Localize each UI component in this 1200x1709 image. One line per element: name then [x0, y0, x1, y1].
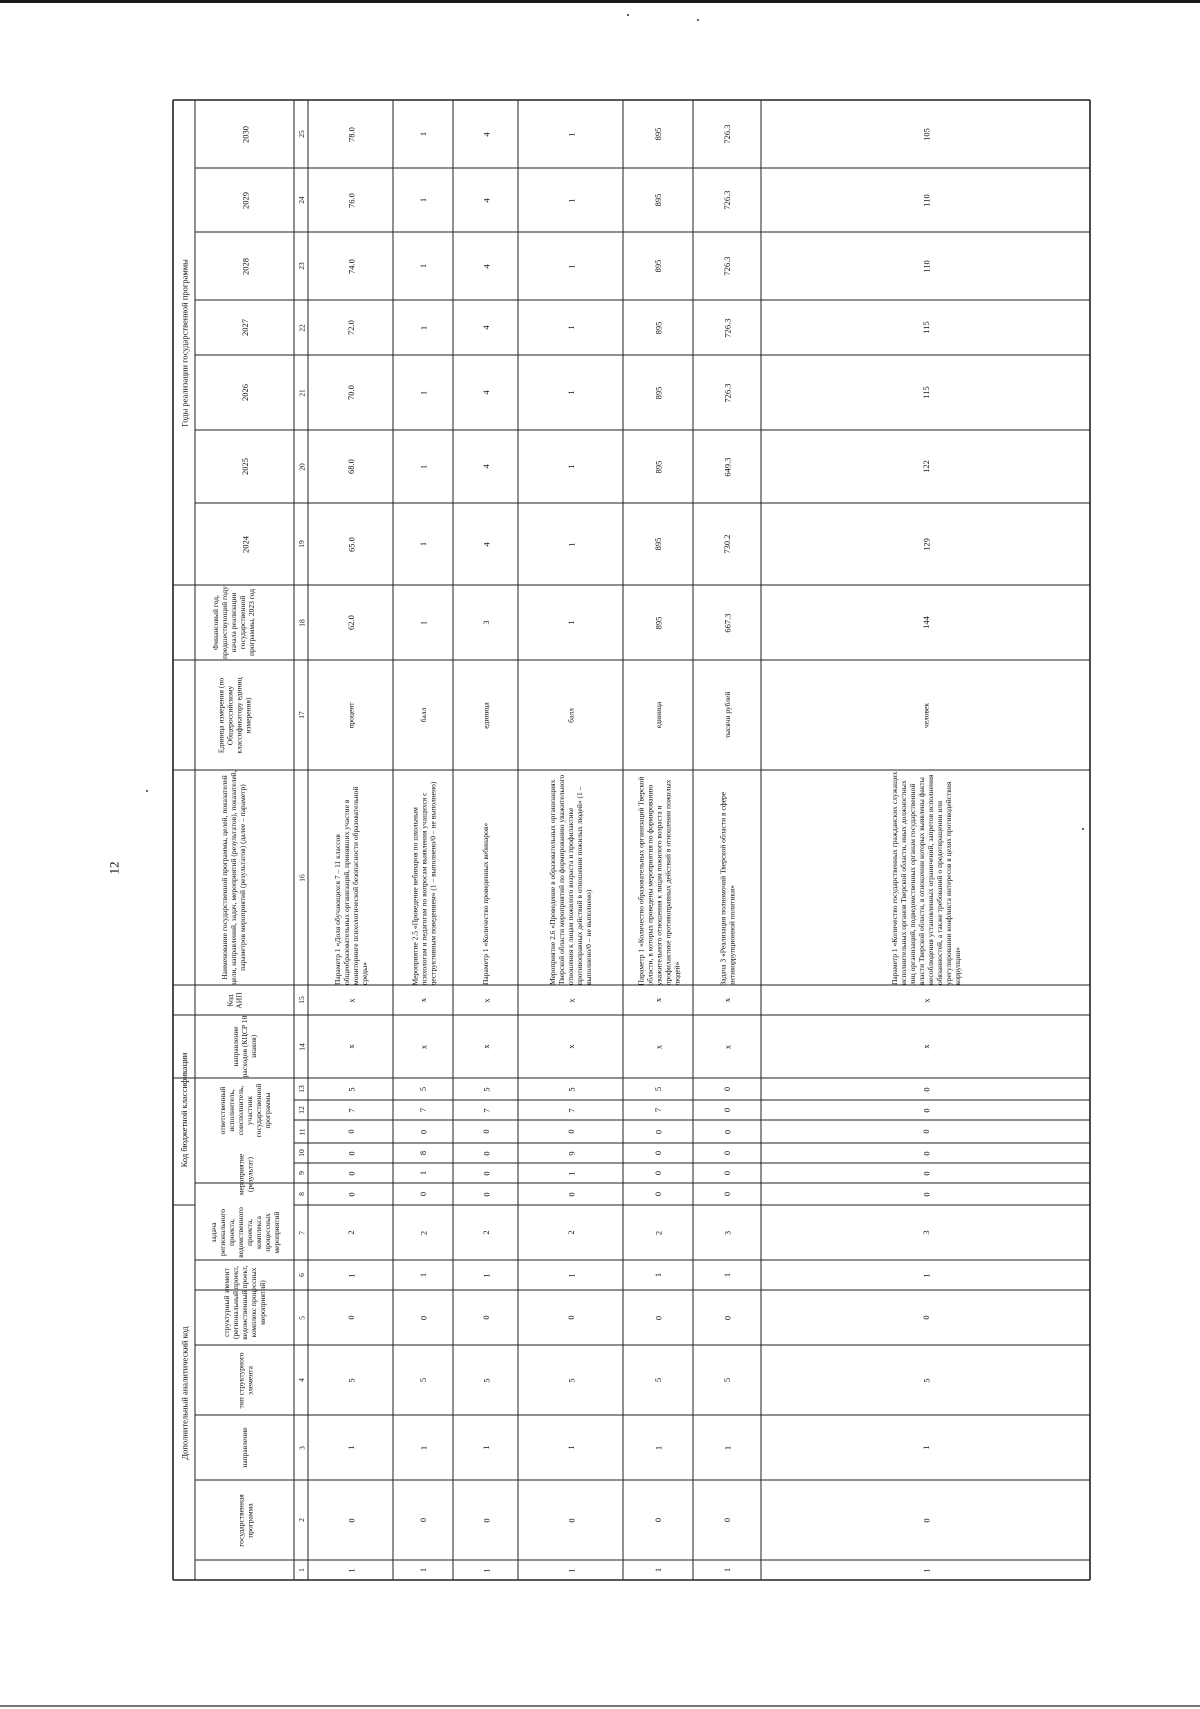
row-1-value-0: 1: [418, 620, 428, 625]
row-2-unit: единица: [481, 701, 490, 729]
row-6-code-13: 0: [920, 1086, 931, 1092]
column-number-19: 19: [296, 540, 306, 548]
column-number-18: 18: [296, 618, 306, 627]
row-1-value-4: 1: [418, 325, 428, 330]
row-2-value-1: 4: [480, 541, 491, 547]
row-2-code-1: 1: [480, 1567, 491, 1573]
row-5-code-15: x: [722, 997, 732, 1003]
row-3-code-5: 0: [565, 1315, 576, 1320]
row-0-code-7: 2: [345, 1230, 356, 1235]
row-3-code-11: 0: [565, 1129, 576, 1134]
row-1-code-13: 5: [418, 1086, 428, 1092]
row-6-code-2: 0: [920, 1517, 931, 1523]
column-number-22: 22: [296, 323, 306, 332]
row-0-value-4: 72.0: [345, 320, 356, 335]
row-5-name: Задача 3 «Реализация полномочий Тверской области в сфере антикоррупционной политики»: [718, 791, 736, 985]
row-1-value-3: 1: [418, 390, 428, 395]
row-0-code-4: 5: [345, 1377, 356, 1383]
row-1-value-6: 1: [418, 197, 428, 203]
row-4-code-7: 2: [653, 1230, 663, 1235]
row-0-value-5: 74.0: [345, 258, 356, 274]
row-0-code-3: 1: [345, 1445, 356, 1450]
row-3-code-14: x: [565, 1044, 576, 1049]
row-6-name: Параметр 1 «Количество государственных гражданских служащих исполнительных органов Тверской области, иных должностных лиц организаций, подведомственных органам государственной власти Тверской области, в отношении которых выявлены факты несоблюдения установленных ограничений, запретов исполнения обязанностей, а также требований о предотвращении или урегулировании конфликта интересов в целях противодействия коррупции»: [889, 771, 962, 985]
row-4-code-10: 0: [653, 1150, 663, 1156]
row-6-code-1: 1: [920, 1567, 931, 1573]
row-5-code-5: 0: [722, 1315, 732, 1320]
header-year-2030: 2030: [239, 125, 250, 143]
row-4-value-5: 895: [653, 259, 663, 273]
column-number-2: 2: [296, 1518, 306, 1522]
column-number-14: 14: [296, 1042, 306, 1051]
row-3-code-15: x: [565, 997, 576, 1003]
column-number-17: 17: [296, 711, 306, 719]
row-2-code-2: 0: [480, 1517, 491, 1523]
row-1-code-12: 7: [418, 1107, 428, 1113]
row-2-name: Параметр 1 «Количество проведенных вебинаров»: [481, 822, 490, 985]
row-5-value-1: 730.2: [722, 534, 732, 554]
row-3-code-6: 1: [565, 1272, 576, 1278]
row-3-value-3: 1: [565, 390, 576, 395]
row-1-code-11: 0: [418, 1129, 428, 1134]
row-2-value-7: 4: [480, 131, 491, 137]
column-number-6: 6: [296, 1273, 306, 1277]
row-6-value-7: 105: [920, 127, 931, 141]
header-sub-5: мероприятие (результат): [235, 1153, 254, 1195]
row-4-code-6: 1: [653, 1272, 663, 1278]
row-5-code-14: x: [722, 1044, 732, 1049]
row-3-value-4: 1: [565, 325, 576, 330]
row-0-value-6: 76.0: [345, 192, 356, 208]
row-6-value-3: 115: [920, 386, 931, 399]
row-2-value-0: 3: [480, 620, 491, 625]
row-5-code-2: 0: [722, 1517, 732, 1523]
header-budget-code: Код бюджетной классификации: [179, 1052, 189, 1168]
row-6-value-1: 129: [920, 537, 931, 551]
row-1-value-5: 1: [418, 263, 428, 269]
row-1-code-5: 0: [418, 1315, 428, 1320]
row-3-value-6: 1: [565, 197, 576, 203]
row-6-code-10: 0: [920, 1150, 931, 1156]
row-1-code-2: 0: [418, 1517, 428, 1523]
row-5-value-6: 726.3: [722, 190, 732, 210]
row-6-value-2: 122: [920, 460, 931, 473]
row-3-code-2: 0: [565, 1517, 576, 1523]
row-6-code-8: 0: [920, 1191, 931, 1197]
column-number-25: 25: [296, 130, 306, 138]
row-5-value-4: 726.3: [722, 317, 732, 338]
row-1-name: Мероприятие 2.5 «Проведение вебинаров по школьным психологам и педагогам по вопросам выявления учащихся с деструктивным поведением» (1 – выполнено/0 – не выполнено): [409, 781, 437, 985]
column-number-21: 21: [296, 388, 306, 397]
header-sub-1: направление: [240, 1427, 249, 1468]
row-1-code-10: 8: [418, 1150, 428, 1156]
row-2-value-4: 4: [480, 325, 491, 330]
row-6-code-3: 1: [920, 1445, 931, 1450]
row-4-value-1: 895: [653, 537, 663, 551]
row-1-code-15: x: [418, 997, 428, 1003]
header-aip-code: Код АИП: [224, 991, 243, 1009]
page-number: 12: [106, 861, 122, 875]
row-5-code-6: 1: [722, 1272, 732, 1278]
row-1-code-3: 1: [418, 1445, 428, 1450]
header-year-2025: 2025: [239, 458, 250, 475]
row-3-code-12: 7: [565, 1107, 576, 1113]
column-number-24: 24: [296, 196, 306, 204]
row-2-code-13: 5: [480, 1086, 491, 1092]
row-0-name: Параметр 1 «Доля обучающихся 7 – 11 классов общеобразовательных организаций, принявших участие в мониторинге психологической безопасности образовательной среды»: [332, 786, 369, 985]
column-number-20: 20: [296, 462, 306, 471]
row-4-code-4: 5: [653, 1377, 663, 1383]
column-number-16: 16: [296, 873, 306, 882]
row-6-code-7: 3: [920, 1230, 931, 1235]
row-0-code-5: 0: [345, 1315, 356, 1320]
row-6-code-6: 1: [920, 1272, 931, 1278]
row-2-code-4: 5: [480, 1377, 491, 1383]
row-6-code-15: x: [920, 997, 931, 1003]
row-5-value-3: 726.3: [722, 382, 732, 403]
row-0-code-13: 5: [345, 1086, 356, 1092]
row-0-unit: процент: [346, 701, 355, 729]
header-additional-code: Дополнительный аналитический код: [179, 1325, 189, 1460]
row-6-unit: человек: [921, 702, 930, 728]
row-6-code-9: 0: [920, 1170, 931, 1176]
row-0-value-7: 78.0: [345, 126, 356, 142]
row-2-code-3: 1: [480, 1445, 491, 1450]
row-0-value-1: 65.0: [345, 536, 356, 552]
row-4-code-2: 0: [653, 1517, 663, 1523]
column-number-23: 23: [296, 262, 306, 270]
row-1-code-1: 1: [418, 1567, 428, 1573]
row-0-code-10: 0: [345, 1150, 356, 1156]
row-1-value-2: 1: [418, 464, 428, 469]
header-sub-3: структурный элемент (региональный проект, ведомственный проект, комплекс процессных мероприятий): [222, 1265, 267, 1340]
row-3-code-9: 1: [565, 1170, 576, 1176]
row-3-code-4: 5: [565, 1377, 576, 1383]
row-1-code-9: 1: [418, 1170, 428, 1176]
row-4-code-15: x: [653, 997, 663, 1003]
row-0-code-1: 1: [345, 1567, 356, 1573]
row-5-code-8: 0: [722, 1191, 732, 1197]
row-4-code-11: 0: [653, 1129, 663, 1134]
row-5-code-3: 1: [722, 1445, 732, 1450]
row-0-code-8: 0: [345, 1191, 356, 1197]
row-2-code-7: 2: [480, 1230, 491, 1235]
row-5-code-13: 0: [722, 1086, 732, 1092]
row-6-value-5: 110: [920, 259, 931, 273]
row-4-name: Параметр 1 «Количество образовательных организаций Тверской области, в которых проведены мероприятия по формированию уважительного отношения к лицам пожилого возраста и профилактике противоправных действий в отношении пожилых людей»: [635, 776, 681, 985]
column-number-1: 1: [296, 1568, 306, 1572]
row-4-code-12: 7: [653, 1107, 663, 1113]
row-5-code-4: 5: [722, 1377, 732, 1383]
column-number-8: 8: [296, 1192, 306, 1196]
row-3-value-7: 1: [565, 131, 576, 137]
row-1-unit: балл: [418, 707, 428, 723]
row-3-code-3: 1: [565, 1445, 576, 1450]
row-1-value-1: 1: [418, 541, 428, 547]
row-4-code-13: 5: [653, 1086, 663, 1092]
row-5-unit: тысячи рублей: [722, 691, 732, 739]
header-year-2026: 2026: [239, 384, 250, 401]
row-2-code-12: 7: [480, 1107, 491, 1113]
row-4-value-2: 895: [653, 460, 663, 473]
row-3-code-7: 2: [565, 1230, 576, 1235]
row-0-code-11: 0: [345, 1129, 356, 1134]
row-4-code-3: 1: [653, 1445, 663, 1450]
row-4-code-9: 0: [653, 1170, 663, 1176]
column-number-9: 9: [296, 1171, 306, 1175]
row-1-code-4: 5: [418, 1377, 428, 1383]
row-1-code-6: 1: [418, 1272, 428, 1278]
row-4-value-0: 895: [653, 616, 663, 629]
column-number-5: 5: [296, 1315, 306, 1320]
column-number-10: 10: [296, 1149, 306, 1157]
row-4-code-1: 1: [653, 1567, 663, 1573]
row-3-value-1: 1: [565, 541, 576, 547]
row-1-value-7: 1: [418, 131, 428, 137]
row-5-code-1: 1: [722, 1567, 732, 1573]
row-4-value-3: 895: [653, 386, 663, 399]
header-year-2029: 2029: [239, 191, 250, 209]
row-2-code-8: 0: [480, 1191, 491, 1197]
row-3-unit: балл: [566, 707, 575, 723]
row-5-code-12: 0: [722, 1107, 732, 1113]
row-0-code-6: 1: [345, 1272, 356, 1278]
row-0-code-14: x: [345, 1044, 356, 1049]
row-6-code-14: x: [920, 1044, 931, 1049]
row-2-code-5: 0: [480, 1315, 491, 1320]
row-5-code-10: 0: [722, 1150, 732, 1156]
row-5-value-5: 726.3: [722, 256, 732, 276]
column-number-12: 12: [296, 1106, 306, 1114]
header-years-group: Годы реализации государственной программы: [179, 258, 189, 427]
row-4-value-4: 895: [653, 321, 663, 334]
row-2-value-2: 4: [480, 464, 491, 469]
row-0-code-12: 7: [345, 1107, 356, 1113]
column-number-4: 4: [296, 1378, 306, 1382]
column-number-11: 11: [296, 1127, 306, 1136]
row-3-code-13: 5: [565, 1086, 576, 1092]
row-2-code-6: 1: [480, 1272, 491, 1278]
row-2-code-9: 0: [480, 1170, 491, 1176]
row-4-code-14: x: [653, 1044, 663, 1049]
row-0-code-15: x: [345, 997, 356, 1003]
header-sub-2: тип структурного элемента: [235, 1352, 254, 1408]
row-4-value-7: 895: [653, 127, 663, 141]
row-5-code-11: 0: [722, 1129, 732, 1134]
row-2-code-14: x: [480, 1044, 491, 1049]
row-3-code-8: 0: [565, 1191, 576, 1197]
row-6-code-4: 5: [920, 1377, 931, 1383]
row-0-value-2: 68.0: [345, 459, 356, 474]
header-sub-4: задача регионального проекта, ведомственного проекта, комплекса процессных мероприятий: [208, 1207, 281, 1258]
row-2-code-15: x: [480, 997, 491, 1003]
row-2-code-10: 0: [480, 1150, 491, 1156]
header-name: Наименование государственной программы, целей, показателей цели, направлений, задач, мероприятий (результатов), показателей, параметров мероприятий (результатов) (далее – параметр): [220, 770, 247, 985]
header-year-2024: 2024: [239, 535, 250, 553]
row-3-value-0: 1: [565, 620, 576, 625]
column-number-3: 3: [296, 1445, 306, 1450]
row-5-value-0: 667.3: [722, 612, 732, 633]
header-sub-0: государственная программа: [235, 1493, 254, 1547]
row-6-code-11: 0: [920, 1129, 931, 1134]
column-number-15: 15: [296, 996, 306, 1004]
row-0-code-2: 0: [345, 1517, 356, 1523]
column-number-7: 7: [296, 1230, 306, 1235]
row-6-code-12: 0: [920, 1107, 931, 1113]
row-1-code-8: 0: [418, 1191, 428, 1197]
row-2-value-3: 4: [480, 390, 491, 395]
row-2-value-6: 4: [480, 197, 491, 203]
row-3-code-1: 1: [565, 1567, 576, 1573]
header-base-year: Финансовый год, предшествующий году начала реализации государственной программы, 2023 год: [211, 586, 256, 660]
row-4-unit: единица: [653, 701, 663, 729]
row-3-code-10: 9: [565, 1150, 576, 1156]
row-5-value-2: 649.3: [722, 456, 732, 477]
row-6-value-0: 144: [920, 616, 931, 629]
row-6-code-5: 0: [920, 1315, 931, 1320]
header-unit: Единица измерения (по Общероссийскому классификатору единиц измерения): [215, 676, 252, 754]
row-2-code-11: 0: [480, 1129, 491, 1134]
row-4-code-8: 0: [653, 1191, 663, 1197]
row-3-name: Мероприятие 2.6 «Проведение в образовательных организациях Тверской области мероприятий по формированию уважительного отношения к лицам пожилого возраста и профилактике противоправных действий в отношении пожилых людей» (1 – выполнено/0 – не выполнено): [548, 774, 593, 985]
row-3-value-5: 1: [565, 263, 576, 269]
row-4-code-5: 0: [653, 1315, 663, 1320]
row-4-value-6: 895: [653, 193, 663, 207]
header-sub-6: ответственный исполнитель, соисполнитель, участник государственной программы: [217, 1083, 272, 1138]
header-year-2028: 2028: [239, 257, 250, 275]
row-2-value-5: 4: [480, 263, 491, 269]
row-6-value-6: 110: [920, 193, 931, 207]
row-5-value-7: 726.3: [722, 124, 732, 144]
row-6-value-4: 115: [920, 321, 931, 334]
row-0-value-0: 62.0: [345, 615, 356, 630]
row-5-code-7: 3: [722, 1230, 732, 1235]
header-sub-7: направление расходов (КЦСР 10 знаков): [231, 1015, 258, 1078]
row-5-code-9: 0: [722, 1170, 732, 1176]
row-0-value-3: 70.0: [345, 385, 356, 400]
row-0-code-9: 0: [345, 1170, 356, 1176]
row-1-code-14: x: [418, 1044, 428, 1049]
row-3-value-2: 1: [565, 464, 576, 469]
row-1-code-7: 2: [418, 1230, 428, 1235]
header-year-2027: 2027: [239, 319, 250, 336]
column-number-13: 13: [296, 1085, 306, 1093]
